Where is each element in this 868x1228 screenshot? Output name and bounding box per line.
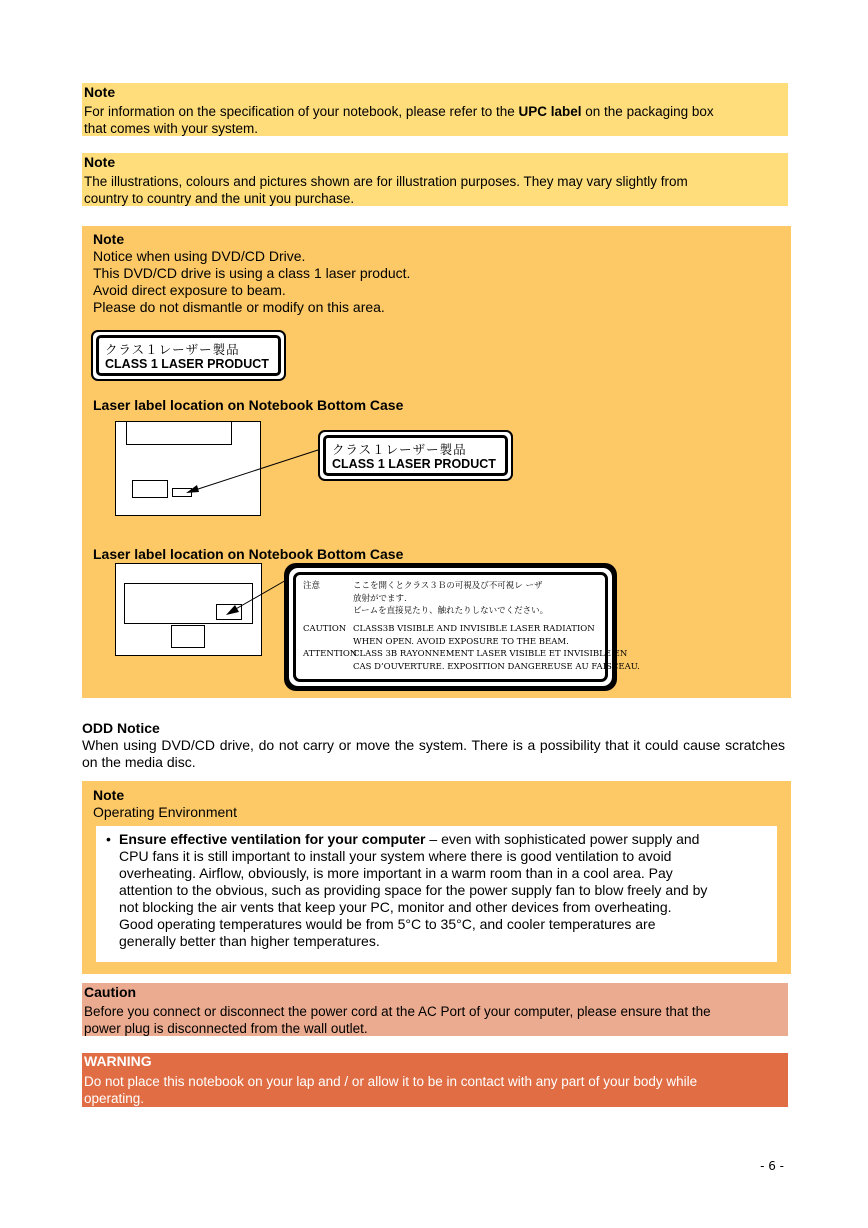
note-text: that comes with your system. bbox=[84, 121, 259, 136]
note-text: For information on the specification of your notebook, please refer to the bbox=[84, 104, 519, 119]
caution-title: Caution bbox=[84, 984, 137, 1000]
note-illustrations bbox=[82, 153, 788, 206]
bullet-heading: Ensure effective ventilation for your computer bbox=[119, 831, 426, 847]
case-panel bbox=[126, 421, 232, 445]
warning-box bbox=[82, 1053, 788, 1107]
bullet-text: – even with sophisticated power supply and bbox=[425, 831, 700, 847]
caution-text: Before you connect or disconnect the power cord at the AC Port of your computer, please ensure that the bbox=[84, 1004, 711, 1019]
odd-notice-title: ODD Notice bbox=[82, 720, 160, 736]
note-text: This DVD/CD drive is using a class 1 laser product. bbox=[93, 265, 411, 281]
warning-text: Do not place this notebook on your lap and / or allow it to be in contact with any part of your body while bbox=[84, 1074, 698, 1089]
case-compartment bbox=[171, 625, 205, 648]
location-heading: Laser label location on Notebook Bottom Case bbox=[93, 546, 404, 562]
laser-label-japanese: クラス１レーザー製品 bbox=[105, 342, 240, 357]
bullet-dot: • bbox=[106, 831, 111, 847]
bullet-text: Good operating temperatures would be from 5°C to 35°C, and cooler temperatures are bbox=[119, 916, 656, 932]
class1-laser-label bbox=[91, 330, 286, 381]
bullet-text: overheating. Airflow, obviously, is more important in a warm room than in a cool area. Pay bbox=[119, 865, 673, 881]
label-line: CAS D’OUVERTURE. EXPOSITION DANGEREUSE AU FAISCEAU. bbox=[353, 661, 640, 672]
label-key: ATTENTION bbox=[303, 649, 358, 659]
odd-notice-text: When using DVD/CD drive, do not carry or move the system. There is a possibility that it could cause scratches on the media disc. bbox=[82, 737, 785, 770]
label-key: 注意 bbox=[303, 581, 321, 591]
label-line: 放射がでます. bbox=[353, 593, 407, 604]
note-body bbox=[84, 103, 786, 137]
warning-title: WARNING bbox=[84, 1053, 152, 1069]
note-text: Please do not dismantle or modify on this area. bbox=[93, 299, 385, 315]
dvd-note-text bbox=[93, 231, 410, 316]
note-text: The illustrations, colours and pictures shown are for illustration purposes. They may vary slightly from bbox=[84, 174, 688, 189]
note-title: Note bbox=[84, 154, 116, 170]
note-upc-label bbox=[82, 83, 788, 136]
note-text: on the packaging box bbox=[581, 104, 714, 119]
case-compartment bbox=[132, 480, 168, 498]
note-title: Note bbox=[93, 787, 125, 803]
bullet-text: not blocking the air vents that keep your PC, monitor and other devices from overheating. bbox=[119, 899, 672, 915]
class1-laser-label-callout bbox=[318, 430, 513, 481]
label-line: ビームを直接見たり、触れたりしないでください。 bbox=[353, 606, 549, 616]
label-key: CAUTION bbox=[303, 624, 347, 634]
label-line: CLASS3B VISIBLE AND INVISIBLE LASER RADIATION bbox=[353, 624, 595, 634]
label-line: ここを開くとクラス３Ｂの可視及び不可視レ ーザ bbox=[353, 581, 543, 591]
label-position-marker bbox=[172, 488, 192, 497]
laser-label-japanese: クラス１レーザー製品 bbox=[332, 442, 467, 457]
upc-label-emphasis: UPC label bbox=[518, 104, 582, 119]
label-position-marker bbox=[216, 604, 242, 620]
page-number: - 6 - bbox=[760, 1159, 784, 1173]
bullet-text: generally better than higher temperatures. bbox=[119, 933, 380, 949]
note-title: Note bbox=[84, 84, 116, 100]
odd-notice bbox=[82, 720, 785, 771]
note-text: Avoid direct exposure to beam. bbox=[93, 282, 286, 298]
laser-label-english: CLASS 1 LASER PRODUCT bbox=[332, 457, 496, 471]
note-title: Note bbox=[93, 231, 125, 247]
laser-label-english: CLASS 1 LASER PRODUCT bbox=[105, 357, 269, 371]
warning-text: operating. bbox=[84, 1091, 145, 1106]
caution-box bbox=[82, 983, 788, 1036]
note-text: Notice when using DVD/CD Drive. bbox=[93, 248, 306, 264]
note-subtitle: Operating Environment bbox=[93, 804, 237, 820]
label-line: CLASS 3B RAYONNEMENT LASER VISIBLE ET INVISIBLE EN bbox=[353, 649, 628, 659]
label-line: WHEN OPEN. AVOID EXPOSURE TO THE BEAM. bbox=[353, 636, 569, 647]
location-heading: Laser label location on Notebook Bottom Case bbox=[93, 397, 404, 413]
caution-text: power plug is disconnected from the wall outlet. bbox=[84, 1021, 368, 1036]
bullet-text: CPU fans it is still important to install your system where there is good ventilation to avoid bbox=[119, 848, 672, 864]
bullet-text: attention to the obvious, such as providing space for the power supply fan to blow freely and by bbox=[119, 882, 708, 898]
note-text: country to country and the unit you purchase. bbox=[84, 191, 355, 206]
